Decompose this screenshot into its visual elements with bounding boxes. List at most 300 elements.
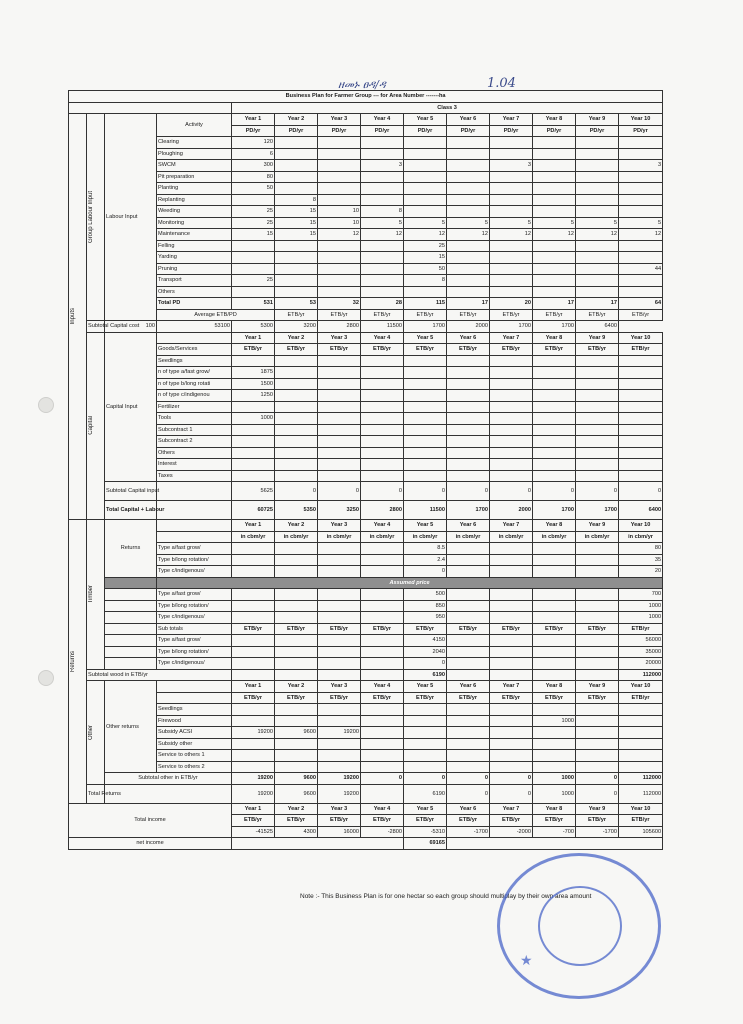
unit-header-capital-year-9: ETB/yr (576, 344, 619, 356)
timber-header-row-1 (69, 520, 663, 532)
labour-value-year-6 (447, 183, 490, 195)
capital-value-year-9 (576, 355, 619, 367)
timber-price-year-4 (361, 600, 404, 612)
year-header-other-year-5: Year 5 (404, 681, 447, 693)
labour-value-year-10: 3 (619, 160, 663, 172)
labour-value-year-6 (447, 171, 490, 183)
timber-value-row (69, 635, 663, 647)
total-capital-labour-year-8: 1700 (533, 501, 576, 520)
capital-value-year-4 (361, 401, 404, 413)
unit-header-timber-year-8: in cbm/yr (533, 531, 576, 543)
other-subtotal-year-1: 19200 (232, 773, 275, 785)
labour-activity-6: Weeding (157, 206, 232, 218)
total-returns-year-2: 9600 (275, 784, 318, 803)
activity-header: Activity (157, 114, 232, 137)
timber-price-year-6 (447, 612, 490, 624)
timber-volume-year-5: 0 (404, 566, 447, 578)
unit-header-timber-year-10: in cbm/yr (619, 531, 663, 543)
wood-subtotal-year-6 (447, 669, 490, 681)
handwritten-area-number: 1.04 (487, 76, 516, 91)
labour-value-year-2 (275, 252, 318, 264)
timber-value-year-5: 0 (404, 658, 447, 670)
capital-value-year-7 (490, 378, 533, 390)
year-header-income-year-4: Year 4 (361, 803, 404, 815)
labour-value-year-6 (447, 160, 490, 172)
other-value-year-3 (318, 750, 361, 762)
labour-value-year-7 (490, 194, 533, 206)
timber-volume-year-3 (318, 554, 361, 566)
other-value-year-1 (232, 738, 275, 750)
labour-value-year-10 (619, 137, 663, 149)
labour-value-year-8 (533, 275, 576, 287)
timber-volume-year-6 (447, 566, 490, 578)
year-header-labour-year-3: Year 3 (318, 114, 361, 126)
labour-value-year-5 (404, 148, 447, 160)
other-subtotal-row (69, 773, 663, 785)
group-labour-side-label (87, 114, 105, 321)
other-value-year-10 (619, 727, 663, 739)
blank-cell (105, 635, 157, 647)
labour-subtotal-row (69, 321, 663, 333)
capital-value-year-3 (318, 355, 361, 367)
capital-item-3: n of type c/indigenou (157, 390, 232, 402)
timber-value-year-5: 2040 (404, 646, 447, 658)
stamp-inner-ring (538, 886, 622, 966)
capital-value-year-4 (361, 459, 404, 471)
capital-value-year-10 (619, 378, 663, 390)
capital-value-year-7 (490, 413, 533, 425)
capital-row (69, 459, 663, 471)
timber-volume-year-8 (533, 554, 576, 566)
capital-value-year-10 (619, 355, 663, 367)
labour-value-year-5: 8 (404, 275, 447, 287)
capital-subtotal-year-5: 0 (404, 482, 447, 501)
total-returns-year-5: 6190 (404, 784, 447, 803)
labour-value-year-2: 8 (275, 194, 318, 206)
handwritten-group-name: ዘመኑ ፀዳ/ዳ (338, 78, 386, 91)
timber-price-year-4 (361, 612, 404, 624)
capital-value-year-2 (275, 413, 318, 425)
labour-value-year-10 (619, 194, 663, 206)
unit-header-capital-year-4: ETB/yr (361, 344, 404, 356)
labour-value-year-7 (490, 263, 533, 275)
labour-row (69, 206, 663, 218)
unit-header-capital-year-1: ETB/yr (232, 344, 275, 356)
capital-value-year-8 (533, 424, 576, 436)
average-unit-year-4: ETB/yr (404, 309, 447, 321)
other-value-year-7 (490, 761, 533, 773)
capital-value-year-4 (361, 390, 404, 402)
wood-subtotal-year-8 (533, 669, 576, 681)
table-title: Business Plan for Farmer Group --- for Area Number -------ha (69, 91, 663, 103)
labour-value-year-7 (490, 148, 533, 160)
punch-hole-bottom (38, 670, 54, 686)
labour-value-year-8 (533, 171, 576, 183)
unit-header-other-year-7: ETB/yr (490, 692, 533, 704)
labour-value-year-6 (447, 137, 490, 149)
capital-side-label (87, 332, 105, 520)
labour-row (69, 194, 663, 206)
average-unit-year-6: ETB/yr (490, 309, 533, 321)
capital-total-row (69, 501, 663, 520)
capital-value-year-4 (361, 367, 404, 379)
year-header-labour-year-9: Year 9 (576, 114, 619, 126)
other-value-year-2 (275, 738, 318, 750)
labour-value-year-5 (404, 194, 447, 206)
timber-value-year-6 (447, 646, 490, 658)
wood-subtotal-year-4 (361, 669, 404, 681)
labour-value-year-6 (447, 263, 490, 275)
timber-price-year-8 (533, 612, 576, 624)
capital-value-year-8 (533, 401, 576, 413)
capital-value-year-10 (619, 413, 663, 425)
timber-price-year-1 (232, 600, 275, 612)
timber-value-year-6 (447, 658, 490, 670)
other-value-year-7 (490, 738, 533, 750)
labour-value-year-9 (576, 263, 619, 275)
labour-value-year-1: 120 (232, 137, 275, 149)
timber-volume-type-0: Type a/fast grow/ (157, 543, 232, 555)
other-row (69, 761, 663, 773)
total-income-year-2: 4300 (275, 826, 318, 838)
timber-volume-year-10: 20 (619, 566, 663, 578)
total-income-year-9: -1700 (576, 826, 619, 838)
unit-header-other-year-8: ETB/yr (533, 692, 576, 704)
average-unit-year-7: ETB/yr (533, 309, 576, 321)
labour-row (69, 240, 663, 252)
unit-header-capital-year-3: ETB/yr (318, 344, 361, 356)
capital-value-year-3 (318, 413, 361, 425)
other-header-row-2 (69, 692, 663, 704)
unit-header-income-year-3: ETB/yr (318, 815, 361, 827)
labour-value-year-1: 300 (232, 160, 275, 172)
capital-subtotal-row (69, 482, 663, 501)
unit-header-subtotals-year-10: ETB/yr (619, 623, 663, 635)
labour-value-year-8 (533, 148, 576, 160)
timber-price-year-6 (447, 600, 490, 612)
year-header-other-year-3: Year 3 (318, 681, 361, 693)
other-value-year-3 (318, 704, 361, 716)
unit-header-labour-year-4: PD/yr (361, 125, 404, 137)
labour-row (69, 263, 663, 275)
timber-volume-year-10: 35 (619, 554, 663, 566)
labour-value-year-10: 5 (619, 217, 663, 229)
capital-value-year-6 (447, 401, 490, 413)
capital-value-year-8 (533, 413, 576, 425)
timber-volume-year-6 (447, 554, 490, 566)
other-row (69, 750, 663, 762)
other-item-1: Firewood (157, 715, 232, 727)
timber-volume-type-1: Type b/long rotation/ (157, 554, 232, 566)
capital-item-7: Subcontract 2 (157, 436, 232, 448)
total-returns-year-4 (361, 784, 404, 803)
capital-value-year-1: 1000 (232, 413, 275, 425)
other-value-year-8 (533, 738, 576, 750)
returns-sublabel: Returns (105, 520, 157, 578)
unit-header-timber-year-1: in cbm/yr (232, 531, 275, 543)
year-header-capital-year-6: Year 6 (447, 332, 490, 344)
year-header-labour-year-5: Year 5 (404, 114, 447, 126)
year-header-income-year-10: Year 10 (619, 803, 663, 815)
labour-value-year-4: 3 (361, 160, 404, 172)
unit-header-timber-year-3: in cbm/yr (318, 531, 361, 543)
timber-value-year-2 (275, 646, 318, 658)
other-item-4: Service to others 1 (157, 750, 232, 762)
labour-value-year-9: 5 (576, 217, 619, 229)
other-row (69, 704, 663, 716)
labour-value-year-7 (490, 206, 533, 218)
labour-value-year-8 (533, 206, 576, 218)
other-value-year-4 (361, 727, 404, 739)
timber-price-year-2 (275, 612, 318, 624)
labour-value-year-5: 15 (404, 252, 447, 264)
labour-value-year-10 (619, 206, 663, 218)
timber-volume-year-1 (232, 554, 275, 566)
total-income-year-5: -5310 (404, 826, 447, 838)
year-header-income-year-2: Year 2 (275, 803, 318, 815)
labour-value-year-7 (490, 171, 533, 183)
capital-value-year-6 (447, 470, 490, 482)
capital-value-year-1 (232, 424, 275, 436)
labour-value-year-9 (576, 160, 619, 172)
timber-volume-row (69, 566, 663, 578)
year-header-income-year-5: Year 5 (404, 803, 447, 815)
capital-value-year-2 (275, 459, 318, 471)
unit-header-labour-year-2: PD/yr (275, 125, 318, 137)
timber-price-year-10: 1000 (619, 612, 663, 624)
assumed-price-band: Assumed price (157, 577, 663, 589)
timber-price-year-1 (232, 589, 275, 601)
band-cell (105, 577, 157, 589)
year-header-labour-year-10: Year 10 (619, 114, 663, 126)
labour-subtotal-year-10: 6400 (576, 321, 619, 333)
capital-value-year-3 (318, 378, 361, 390)
timber-price-year-10: 700 (619, 589, 663, 601)
capital-value-year-10 (619, 470, 663, 482)
timber-value-year-10: 20000 (619, 658, 663, 670)
other-value-year-6 (447, 715, 490, 727)
labour-total-row (69, 298, 663, 310)
labour-value-year-10 (619, 240, 663, 252)
labour-value-year-3 (318, 286, 361, 298)
year-header-other-year-4: Year 4 (361, 681, 404, 693)
net-income-row (69, 838, 663, 850)
unit-header-subtotals-year-7: ETB/yr (490, 623, 533, 635)
unit-header-income-year-10: ETB/yr (619, 815, 663, 827)
wood-subtotal-year-10: 112000 (619, 669, 663, 681)
unit-header-income-year-6: ETB/yr (447, 815, 490, 827)
year-header-income-year-8: Year 8 (533, 803, 576, 815)
labour-value-year-4: 8 (361, 206, 404, 218)
timber-price-row (69, 600, 663, 612)
wood-subtotal-year-7 (490, 669, 533, 681)
wood-subtotal-year-9 (576, 669, 619, 681)
other-value-year-6 (447, 761, 490, 773)
timber-volume-year-9 (576, 543, 619, 555)
labour-value-year-9 (576, 240, 619, 252)
other-value-year-7 (490, 727, 533, 739)
timber-value-year-10: 56000 (619, 635, 663, 647)
labour-value-year-4: 12 (361, 229, 404, 241)
total-pd-year-9: 17 (576, 298, 619, 310)
labour-value-year-5 (404, 137, 447, 149)
timber-value-year-8 (533, 658, 576, 670)
other-value-year-8 (533, 761, 576, 773)
timber-value-year-7 (490, 635, 533, 647)
capital-subtotal-year-4: 0 (361, 482, 404, 501)
total-capital-labour-year-5: 11500 (404, 501, 447, 520)
capital-value-year-5 (404, 401, 447, 413)
average-unit-year-2: ETB/yr (318, 309, 361, 321)
wood-subtotal-year-3 (318, 669, 361, 681)
capital-row (69, 447, 663, 459)
timber-value-year-3 (318, 635, 361, 647)
other-value-year-9 (576, 738, 619, 750)
other-item-5: Service to others 2 (157, 761, 232, 773)
labour-activity-7: Monitoring (157, 217, 232, 229)
timber-volume-year-10: 80 (619, 543, 663, 555)
other-value-year-5 (404, 738, 447, 750)
capital-value-year-3 (318, 401, 361, 413)
other-value-year-4 (361, 704, 404, 716)
labour-value-year-8 (533, 160, 576, 172)
labour-value-year-5 (404, 160, 447, 172)
labour-value-year-5 (404, 183, 447, 195)
blank-cell (157, 692, 232, 704)
timber-value-year-9 (576, 635, 619, 647)
total-pd-year-8: 17 (533, 298, 576, 310)
timber-price-type-0: Type a/fast grow/ (157, 589, 232, 601)
other-subtotal-year-4: 0 (361, 773, 404, 785)
timber-value-year-8 (533, 646, 576, 658)
other-value-year-3 (318, 738, 361, 750)
labour-row (69, 137, 663, 149)
other-value-year-5 (404, 727, 447, 739)
labour-value-year-8 (533, 183, 576, 195)
other-value-year-1 (232, 704, 275, 716)
unit-header-income-year-5: ETB/yr (404, 815, 447, 827)
capital-value-year-7 (490, 470, 533, 482)
capital-value-year-2 (275, 401, 318, 413)
timber-value-year-9 (576, 646, 619, 658)
total-pd-year-2: 53 (275, 298, 318, 310)
stamp-star-icon: ★ (520, 952, 533, 968)
labour-block: Labour Input (105, 114, 157, 321)
wood-subtotal-year-1 (232, 669, 275, 681)
labour-value-year-7 (490, 183, 533, 195)
capital-item-5: Tools (157, 413, 232, 425)
year-header-income-year-9: Year 9 (576, 803, 619, 815)
capital-subtotal-year-10: 0 (619, 482, 663, 501)
other-row (69, 738, 663, 750)
year-header-timber-year-10: Year 10 (619, 520, 663, 532)
timber-value-year-1 (232, 646, 275, 658)
capital-value-year-5 (404, 367, 447, 379)
year-header-labour-year-7: Year 7 (490, 114, 533, 126)
labour-value-year-4 (361, 194, 404, 206)
average-label: Average ETB/PD (157, 309, 275, 321)
labour-subtotal-year-5: 11500 (361, 321, 404, 333)
labour-value-year-3 (318, 137, 361, 149)
capital-row (69, 436, 663, 448)
other-value-year-3: 19200 (318, 727, 361, 739)
capital-value-year-5 (404, 436, 447, 448)
timber-volume-year-9 (576, 554, 619, 566)
year-header-capital-year-5: Year 5 (404, 332, 447, 344)
labour-value-year-9 (576, 171, 619, 183)
timber-price-year-4 (361, 589, 404, 601)
other-value-year-9 (576, 715, 619, 727)
labour-value-year-4 (361, 148, 404, 160)
capital-subtotal-year-3: 0 (318, 482, 361, 501)
capital-value-year-7 (490, 355, 533, 367)
year-header-other-year-8: Year 8 (533, 681, 576, 693)
capital-item-0: Seedlings (157, 355, 232, 367)
timber-price-year-3 (318, 600, 361, 612)
year-header-other-year-6: Year 6 (447, 681, 490, 693)
unit-header-subtotals-year-6: ETB/yr (447, 623, 490, 635)
total-income-year-10: 105600 (619, 826, 663, 838)
unit-header-labour-year-8: PD/yr (533, 125, 576, 137)
total-capital-labour-year-9: 1700 (576, 501, 619, 520)
capital-value-year-4 (361, 447, 404, 459)
timber-price-year-3 (318, 612, 361, 624)
timber-price-year-1 (232, 612, 275, 624)
capital-value-year-4 (361, 413, 404, 425)
labour-value-year-6 (447, 206, 490, 218)
capital-value-year-8 (533, 378, 576, 390)
labour-value-year-5: 5 (404, 217, 447, 229)
labour-value-year-2 (275, 286, 318, 298)
unit-header-capital-year-6: ETB/yr (447, 344, 490, 356)
other-value-year-8 (533, 704, 576, 716)
labour-value-year-1: 50 (232, 183, 275, 195)
timber-value-year-3 (318, 658, 361, 670)
capital-value-year-6 (447, 413, 490, 425)
timber-header-row-2 (69, 531, 663, 543)
average-unit-year-3: ETB/yr (361, 309, 404, 321)
blank-cell (157, 681, 232, 693)
footnote: Note :- This Business Plan is for one hectar so each group should multiplay by their own area amount (300, 893, 592, 900)
blank-cell (105, 600, 157, 612)
other-value-year-1 (232, 761, 275, 773)
other-value-year-7 (490, 704, 533, 716)
timber-side-label (87, 520, 105, 670)
capital-header-row-1 (69, 332, 663, 344)
capital-value-year-4 (361, 436, 404, 448)
capital-value-year-3 (318, 424, 361, 436)
other-value-year-8 (533, 750, 576, 762)
labour-value-year-9 (576, 286, 619, 298)
other-item-0: Seedlings (157, 704, 232, 716)
other-value-year-5 (404, 715, 447, 727)
class-label: Class 3 (232, 102, 663, 114)
capital-value-year-5 (404, 390, 447, 402)
capital-value-year-5 (404, 447, 447, 459)
capital-value-year-9 (576, 459, 619, 471)
labour-activity-0: Clearing (157, 137, 232, 149)
other-item-2: Subsidy ACSI (157, 727, 232, 739)
labour-value-year-3 (318, 240, 361, 252)
labour-value-year-8 (533, 252, 576, 264)
business-plan-table (68, 90, 663, 850)
labour-row (69, 275, 663, 287)
average-unit-year-9: ETB/yr (619, 309, 663, 321)
labour-value-year-8: 5 (533, 217, 576, 229)
labour-value-year-2 (275, 148, 318, 160)
labour-activity-1: Ploughing (157, 148, 232, 160)
labour-value-year-8 (533, 263, 576, 275)
